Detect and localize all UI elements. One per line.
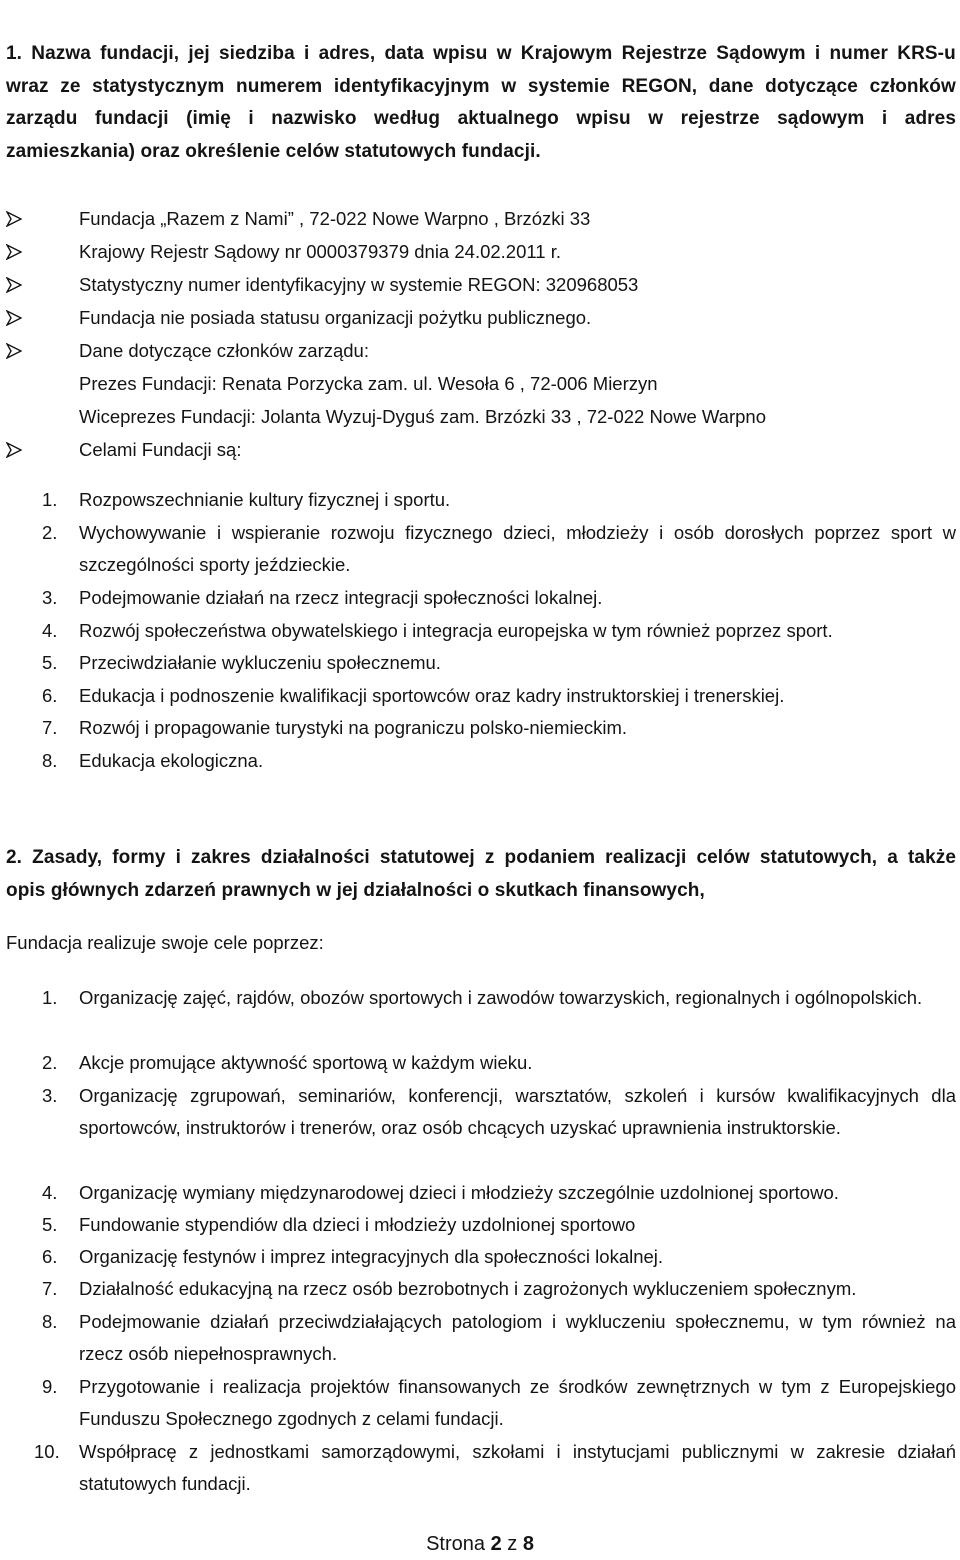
heading-word: a <box>887 847 898 868</box>
heading-word: dotyczące <box>765 75 858 97</box>
list-item-number: 9. <box>42 1376 58 1397</box>
list-item-text: Edukacja ekologiczna. <box>79 750 264 771</box>
list-item-text: Organizację zajęć, rajdów, obozów sportowych i zawodów towarzyskich, regionalnych i ogólnopolskich. <box>79 987 923 1008</box>
list-item-number: 5. <box>42 652 58 673</box>
heading-word: numer <box>829 43 889 64</box>
heading-word: Zasady, <box>32 847 103 868</box>
list-item-number: 6. <box>42 685 58 706</box>
heading-word: adres, <box>318 43 376 64</box>
heading-word: REGON, <box>621 75 698 97</box>
list-item-number: 6. <box>42 1246 58 1267</box>
heading-word: aktualnego <box>457 108 559 129</box>
list-item-text: Podejmowanie działań przeciwdziałających patologiom i wykluczeniu społecznemu, w tym również na rzecz osób niepełnosprawnych. <box>79 1311 956 1365</box>
heading-word: zakres <box>191 847 251 868</box>
section1-heading-line <box>6 38 956 70</box>
board-member-president: Prezes Fundacji: Renata Porzycka zam. ul. Wesoła 6 , 72-006 Mierzyn <box>79 373 658 394</box>
heading-word: siedziba <box>219 43 295 64</box>
section2-heading-line <box>6 842 956 874</box>
footer-prefix: Strona <box>426 1533 485 1555</box>
list-item-text: Przygotowanie i realizacja projektów finansowanych ze środków zewnętrznych w tym z Europejskiego Funduszu Społecznego zgodnych z celami fundacji. <box>79 1376 956 1430</box>
heading-word: według <box>374 108 441 129</box>
heading-word: 1. <box>6 43 23 64</box>
list-item-text: Organizację wymiany międzynarodowej dzieci i młodzieży szczególnie uzdolnionej sportowo. <box>79 1182 839 1203</box>
list-item-text: Edukacja i podnoszenie kwalifikacji sportowców oraz kadry instruktorskiej i trenerskiej. <box>79 685 785 706</box>
section1-heading-line: zamieszkania) oraz określenie celów statutowych fundacji. <box>6 140 541 162</box>
list-item-text: Rozwój społeczeństwa obywatelskiego i integracja europejska w tym również poprzez sport. <box>79 620 833 641</box>
list-item-text: Wychowywanie i wspieranie rozwoju fizycznego dzieci, młodzieży i osób dorosłych poprzez sport w szczególności sporty jeździeckie. <box>79 522 956 576</box>
heading-word: wraz <box>6 75 49 97</box>
heading-word: i <box>304 43 310 64</box>
list-item-number: 8. <box>42 1311 58 1332</box>
list-item-number: 7. <box>42 717 58 738</box>
list-item-number: 4. <box>42 1182 58 1203</box>
heading-word: jej <box>188 43 210 64</box>
section2-intro: Fundacja realizuje swoje cele poprzez: <box>6 932 324 953</box>
heading-word: w <box>648 108 664 129</box>
heading-word: celów <box>696 847 750 868</box>
heading-word: identyfikacyjnym <box>333 75 490 97</box>
list-item-number: 2. <box>42 1052 58 1073</box>
list-item-text: Przeciwdziałanie wykluczeniu społecznemu. <box>79 652 441 673</box>
heading-word: w <box>496 43 512 64</box>
bullet-text: Krajowy Rejestr Sądowy nr 0000379379 dnia 24.02.2011 r. <box>79 241 562 262</box>
list-item-text: Organizację zgrupowań, seminariów, konferencji, warsztatów, szkoleń i kursów kwalifikacyjnych dla sportowców, instruktorów i trenerów, oraz osób chcących uzyskać uprawnienia instruktorskie. <box>79 1085 956 1139</box>
bullet-text: Statystyczny numer identyfikacyjny w systemie REGON: 320968053 <box>79 274 639 295</box>
heading-word: członków <box>869 75 956 97</box>
heading-word: formy <box>112 847 166 868</box>
heading-word: rejestrze <box>680 108 760 129</box>
bullet-text: Fundacja „Razem z Nami” , 72-022 Nowe Warpno , Brzózki 33 <box>79 208 591 229</box>
arrowhead-bullet-icon <box>6 277 22 293</box>
total-pages: 8 <box>522 1533 534 1555</box>
heading-word: realizacji <box>605 847 687 868</box>
list-item-text: Rozwój i propagowanie turystyki na pograniczu polsko-niemieckim. <box>79 717 628 738</box>
heading-word: ze <box>60 75 81 97</box>
heading-word: i <box>814 43 821 64</box>
heading-word: sądowym <box>777 108 865 129</box>
list-item-number: 2. <box>42 522 58 543</box>
heading-word: data <box>384 43 424 64</box>
heading-word: w <box>501 75 517 97</box>
heading-word: wpisu <box>576 108 631 129</box>
list-item-number: 4. <box>42 620 58 641</box>
list-item-number: 1. <box>42 489 58 510</box>
heading-word: i <box>881 108 888 129</box>
section2-heading-line: opis głównych zdarzeń prawnych w jej działalności o skutkach finansowych, <box>6 879 705 901</box>
list-item-number: 8. <box>42 750 58 771</box>
heading-word: nazwisko <box>271 108 357 129</box>
heading-word: 2. <box>6 847 23 868</box>
heading-word: wpisu <box>433 43 488 64</box>
heading-word: i <box>248 108 254 129</box>
section1-heading-line <box>6 71 956 103</box>
footer-separator: z <box>507 1533 518 1555</box>
section1-heading-line <box>6 103 956 135</box>
list-item-text: Akcje promujące aktywność sportową w każdym wieku. <box>79 1052 533 1073</box>
heading-word: statutowej <box>379 847 475 868</box>
list-item-text: Podejmowanie działań na rzecz integracji społeczności lokalnej. <box>79 587 603 608</box>
arrowhead-bullet-icon <box>6 343 22 359</box>
heading-word: statutowych, <box>759 847 878 868</box>
bullet-text: Celami Fundacji są: <box>79 439 242 460</box>
arrowhead-bullet-icon <box>6 244 22 260</box>
list-item-text: Rozpowszechnianie kultury fizycznej i sportu. <box>79 489 451 510</box>
current-page-number: 2 <box>490 1533 502 1555</box>
heading-word: adres <box>904 108 956 129</box>
heading-word: Krajowym <box>520 43 613 64</box>
page-footer <box>0 1528 960 1560</box>
list-item-number: 5. <box>42 1214 58 1235</box>
list-item-text: Organizację festynów i imprez integracyjnych dla społeczności lokalnej. <box>79 1246 664 1267</box>
heading-word: także <box>907 847 956 868</box>
heading-word: zarządu <box>6 108 78 129</box>
list-item-number: 3. <box>42 587 58 608</box>
heading-word: dane <box>708 75 754 97</box>
heading-word: Nazwa <box>31 43 91 64</box>
list-item-text: Fundowanie stypendiów dla dzieci i młodzieży uzdolnionej sportowo <box>79 1214 636 1235</box>
list-item-number: 10. <box>34 1441 60 1462</box>
heading-word: działalności <box>260 847 370 868</box>
arrowhead-bullet-icon <box>6 211 22 227</box>
heading-word: Rejestrze <box>621 43 708 64</box>
heading-word: KRS-u <box>897 43 956 64</box>
heading-word: z <box>484 847 495 868</box>
list-item-number: 7. <box>42 1278 58 1299</box>
heading-word: numerem <box>236 75 323 97</box>
list-item-number: 1. <box>42 987 58 1008</box>
board-member-vice-president: Wiceprezes Fundacji: Jolanta Wyzuj-Dyguś zam. Brzózki 33 , 72-022 Nowe Warpno <box>79 406 767 427</box>
heading-word: systemie <box>527 75 610 97</box>
heading-word: (imię <box>186 108 231 129</box>
heading-word: fundacji, <box>100 43 180 64</box>
heading-word: podaniem <box>504 847 596 868</box>
heading-word: i <box>175 847 181 868</box>
list-item-number: 3. <box>42 1085 58 1106</box>
heading-word: Sądowym <box>716 43 806 64</box>
heading-word: fundacji <box>94 108 169 129</box>
bullet-text: Fundacja nie posiada statusu organizacji pożytku publicznego. <box>79 307 592 328</box>
arrowhead-bullet-icon <box>6 442 22 458</box>
bullet-text: Dane dotyczące członków zarządu: <box>79 340 369 361</box>
list-item-text: Działalność edukacyjną na rzecz osób bezrobotnych i zagrożonych wykluczeniem społecznym. <box>79 1278 857 1299</box>
list-item-text: Współpracę z jednostkami samorządowymi, szkołami i instytucjami publicznymi w zakresie działań statutowych fundacji. <box>79 1441 956 1495</box>
heading-word: statystycznym <box>92 75 225 97</box>
arrowhead-bullet-icon <box>6 310 22 326</box>
